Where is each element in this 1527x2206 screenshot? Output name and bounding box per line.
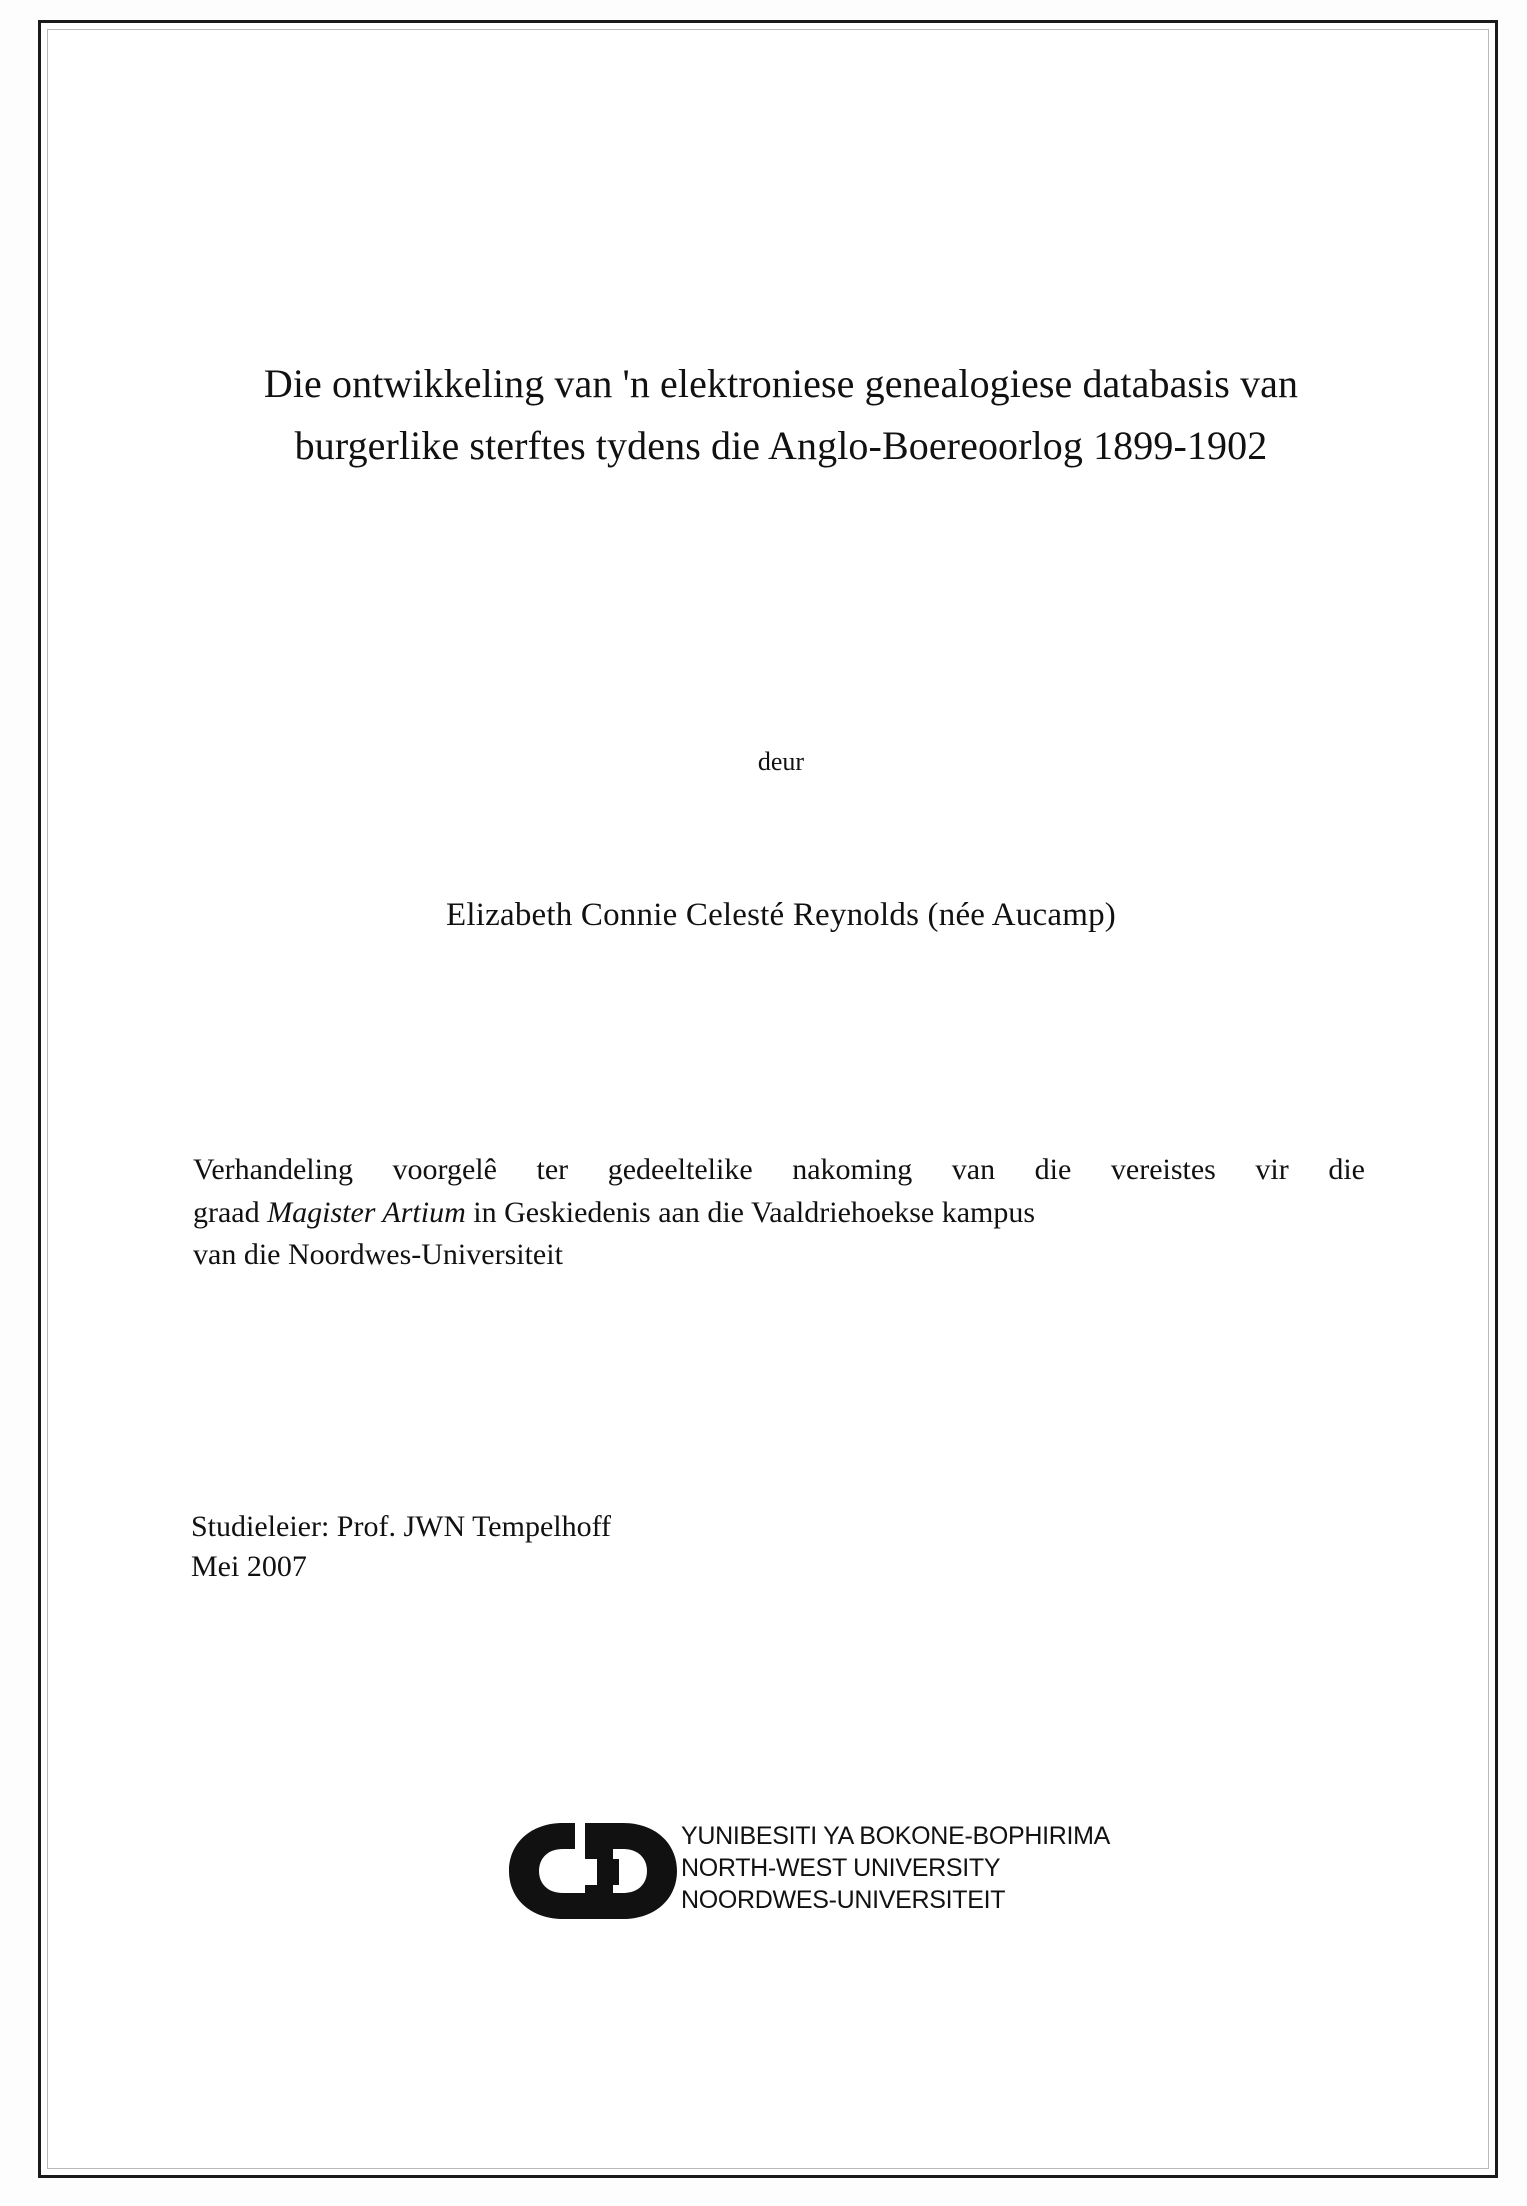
submission-date: Mei 2007 [191, 1550, 307, 1584]
degree-statement-line-1: Verhandeling voorgelê ter gedeeltelike nakoming van die vereistes vir die [193, 1153, 1365, 1186]
title-page-content [191, 353, 1371, 1588]
logo-text-line-1: YUNIBESITI YA BOKONE-BOPHIRIMA [681, 1822, 1111, 1850]
supervisor-name: Studieleier: Prof. JWN Tempelhoff [191, 1509, 612, 1543]
author-name: Elizabeth Connie Celesté Reynolds (née Aucamp) [446, 897, 1116, 933]
degree-statement [191, 1149, 1371, 1277]
degree-statement-line-2-prefix: graad [193, 1195, 268, 1229]
degree-statement-line-2-suffix: in Geskiedenis aan die Vaaldriehoekse kampus [465, 1195, 1036, 1229]
page-border [38, 20, 1498, 2178]
supervisor-block [191, 1507, 1371, 1588]
author-label: deur [757, 747, 805, 776]
logo-text-line-2: NORTH-WEST UNIVERSITY [681, 1853, 1001, 1882]
title-line-2: burgerlike sterftes tydens die Anglo-Boereoorlog 1899-1902 [294, 423, 1268, 468]
university-logo-text [681, 1821, 1110, 1916]
degree-statement-line-2 [193, 1192, 1365, 1235]
degree-name: Magister Artium [267, 1195, 466, 1229]
title-line-1: Die ontwikkeling van 'n elektroniese genealogiese databasis van [263, 361, 1299, 406]
page-title [191, 353, 1371, 477]
university-logo [481, 1813, 1111, 1933]
north-west-university-logo-icon [501, 1819, 681, 1927]
logo-text-line-3: NOORDWES-UNIVERSITEIT [681, 1885, 1006, 1914]
degree-statement-line-3: van die Noordwes-Universiteit [193, 1238, 563, 1272]
